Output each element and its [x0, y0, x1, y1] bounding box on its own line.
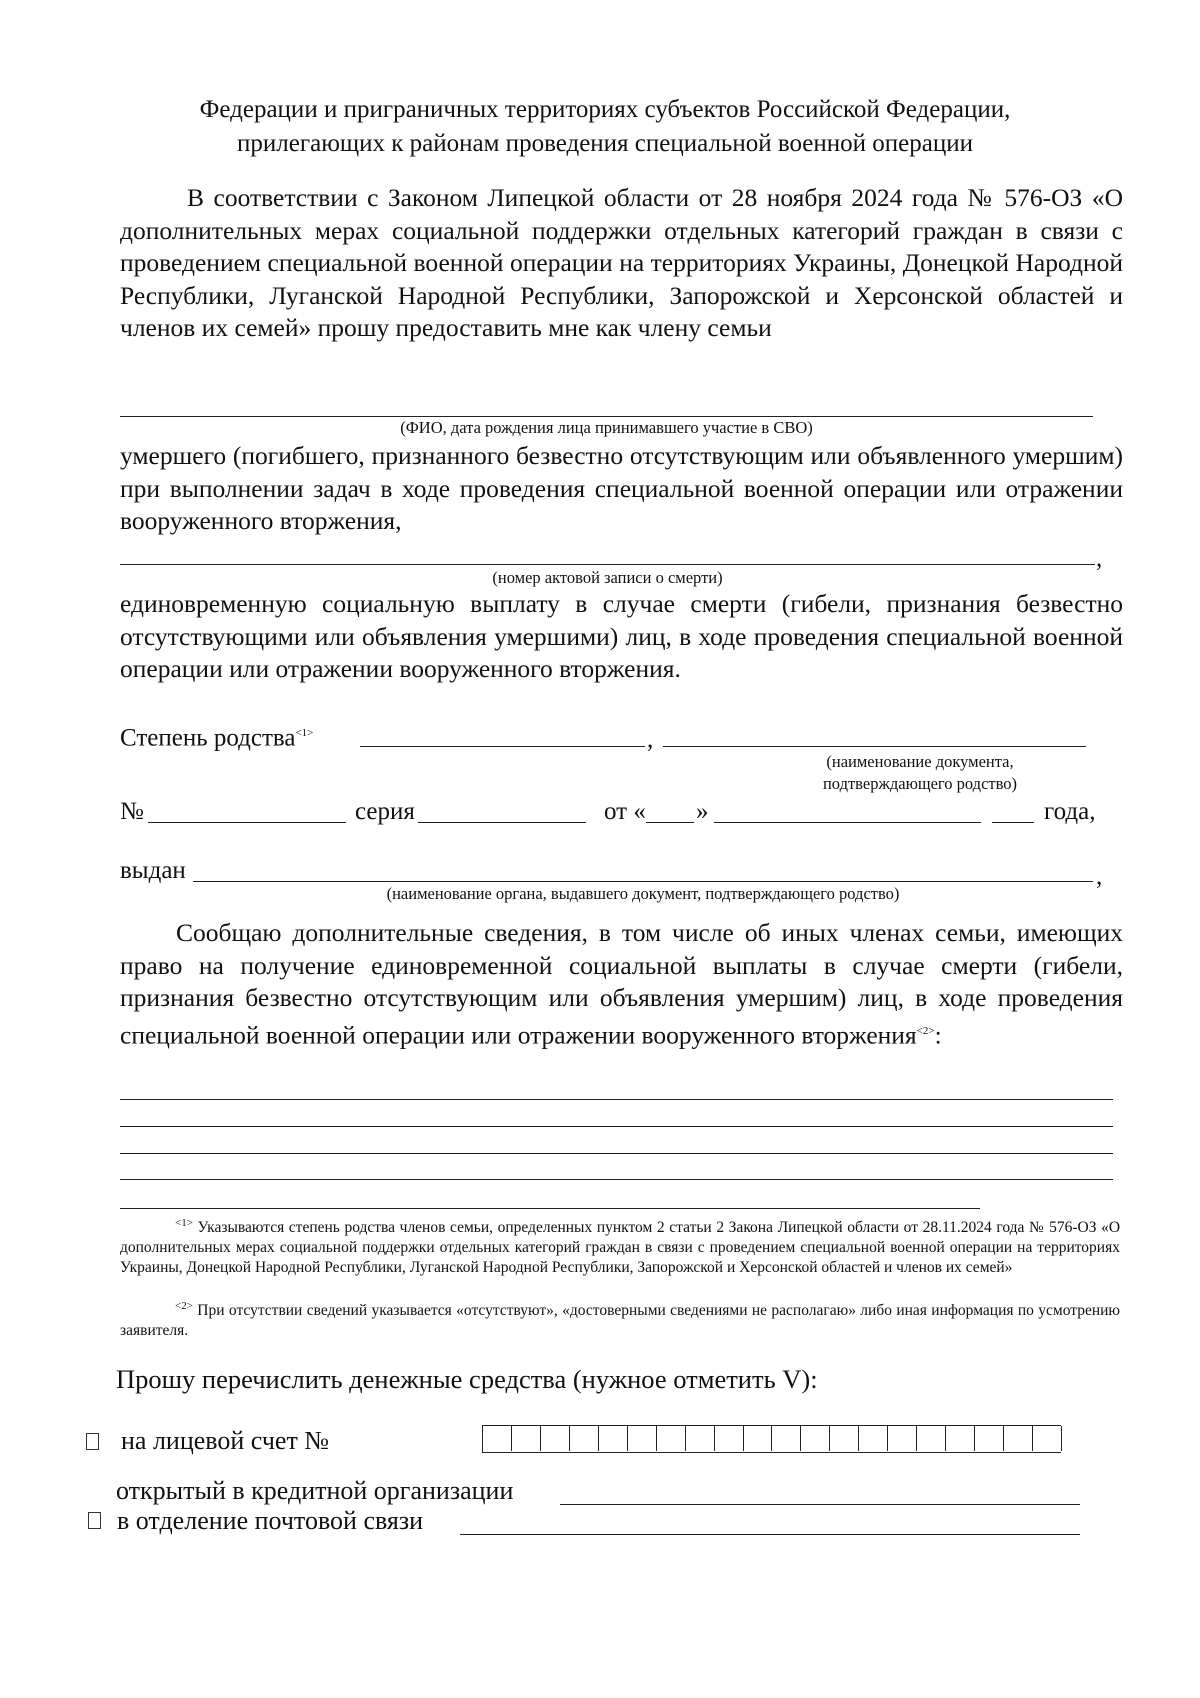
account-number-grid[interactable] [482, 1425, 1061, 1453]
additional-info-line-4[interactable] [120, 1179, 1113, 1180]
footnote-2-text: При отсутствии сведений указывается «отсутствуют», «достоверными сведениями не располагаю» либо иная информация по усмотрению заявителя. [120, 1302, 1121, 1340]
doc-number-field[interactable] [148, 822, 346, 823]
account-digit-cell[interactable] [744, 1426, 773, 1451]
account-digit-cell[interactable] [830, 1426, 859, 1451]
deceased-paragraph: умершего (погибшего, признанного безвестно отсутствующим или объявленного умершим) при выполнении задач в ходе проведения специальной военной операции или отражении вооруженного вторжения, [120, 441, 1123, 535]
account-digit-cell[interactable] [686, 1426, 715, 1451]
additional-info-paragraph: Сообщаю дополнительные сведения, в том числе об иных членах семьи, имеющих право на получение единовременной социальной выплаты в случае смерти (гибели, признания безвестно отсутствующим или объявления умершим) лиц, в ходе проведения специальной военной операции или отражении вооруженного вторжения$^{<2>}$: [120, 918, 1123, 1049]
doc-day-field[interactable] [646, 822, 694, 823]
post-office-field[interactable] [460, 1534, 1080, 1535]
document-title-line-2: прилегающих к районам проведения специальной военной операции [237, 130, 973, 157]
account-digit-cell[interactable] [917, 1426, 946, 1451]
kinship-label: Степень родства [120, 724, 296, 752]
doc-series-field[interactable] [418, 822, 586, 823]
account-digit-cell[interactable] [628, 1426, 657, 1451]
death-record-field[interactable] [120, 564, 1095, 565]
kinship-comma: , [647, 726, 654, 753]
kinship-document-caption-1: (наименование документа, [826, 752, 1014, 771]
account-digit-cell[interactable] [657, 1426, 686, 1451]
issued-field[interactable] [193, 881, 1093, 882]
transfer-prompt: Прошу перечислить денежные средства (нужное отметить V): [116, 1364, 818, 1394]
additional-info-line-3[interactable] [120, 1153, 1113, 1154]
account-digit-cell[interactable] [1004, 1426, 1033, 1451]
bank-field[interactable] [560, 1504, 1080, 1505]
footnote-2 [120, 1296, 1120, 1341]
doc-year-field[interactable] [992, 822, 1034, 823]
death-record-caption: (номер актовой записи о смерти) [492, 568, 723, 587]
footnote-2-ref: <2> [175, 1300, 193, 1312]
kinship-document-caption-2: подтверждающего родство) [822, 774, 1018, 793]
account-digit-cell[interactable] [801, 1426, 830, 1451]
account-digit-cell[interactable] [570, 1426, 599, 1451]
post-office-label: в отделение почтовой связи [117, 1506, 424, 1535]
account-digit-cell[interactable] [1033, 1426, 1062, 1451]
issued-label: выдан [120, 857, 186, 884]
doc-year-label: года, [1044, 798, 1096, 825]
doc-number-label: № [120, 798, 144, 825]
post-office-checkbox[interactable] [88, 1512, 101, 1529]
account-checkbox[interactable] [86, 1433, 99, 1450]
additional-info-line-1[interactable] [120, 1099, 1113, 1100]
fio-caption: (ФИО, дата рождения лица принимавшего участие в СВО) [400, 418, 813, 437]
account-digit-cell[interactable] [715, 1426, 744, 1451]
document-title-line-1: Федерации и приграничных территориях субъектов Российской Федерации, [199, 96, 1011, 123]
doc-date-label: от « [604, 798, 646, 825]
death-record-comma: , [1096, 545, 1103, 572]
footnote-separator [120, 1208, 980, 1209]
account-digit-cell[interactable] [541, 1426, 570, 1451]
fio-field[interactable] [120, 416, 1093, 417]
account-digit-cell[interactable] [859, 1426, 888, 1451]
account-label: на лицевой счет № [121, 1426, 330, 1455]
footnote-1-text: Указываются степень родства членов семьи, определенных пунктом 2 статьи 2 Закона Липецкой области от 28.11.2024 года № 576-ОЗ «О дополнительных мерах социальной поддержки отдельных категорий граждан в связи с проведением специальной военной операции на территориях Украины, Донецкой Народной Республики, Луганской Народной Республики, Запорожской и Херсонской областей и членов их семей» [120, 1219, 1121, 1277]
account-digit-cell[interactable] [975, 1426, 1004, 1451]
kinship-field[interactable] [360, 746, 645, 747]
account-digit-cell[interactable] [483, 1426, 512, 1451]
additional-info-text: Сообщаю дополнительные сведения, в том числе об иных членах семьи, имеющих право на получение единовременной социальной выплаты в случае смерти (гибели, признания безвестно отсутствующим или объявления умершим) лиц, в ходе проведения специальной военной операции или отражении вооруженного вторжения [120, 918, 1123, 1049]
issued-comma: , [1096, 863, 1103, 890]
additional-info-note-ref: <2> [916, 1024, 935, 1037]
account-digit-cell[interactable] [946, 1426, 975, 1451]
kinship-row [120, 718, 313, 753]
intro-paragraph: В соответствии с Законом Липецкой области от 28 ноября 2024 года № 576-ОЗ «О дополнительных мерах социальной поддержки отдельных категорий граждан в связи с проведением специальной военной операции на территориях Украины, Донецкой Народной Республики, Луганской Народной Республики, Запорожской и Херсонской областей и членов их семей» прошу предоставить мне как члену семьи [120, 183, 1123, 342]
account-digit-cell[interactable] [773, 1426, 802, 1451]
account-digit-cell[interactable] [512, 1426, 541, 1451]
kinship-note-ref: <1> [295, 727, 314, 739]
additional-info-line-2[interactable] [120, 1126, 1113, 1127]
doc-series-label: серия [355, 798, 415, 825]
account-digit-cell[interactable] [599, 1426, 628, 1451]
footnote-1 [120, 1213, 1120, 1278]
kinship-document-field[interactable] [663, 746, 1086, 747]
bank-label: открытый в кредитной организации [116, 1476, 514, 1505]
doc-month-field[interactable] [714, 822, 981, 823]
payment-paragraph: единовременную социальную выплату в случае смерти (гибели, признания безвестно отсутствующими или объявления умершими) лиц, в ходе проведения специальной военной операции или отражении вооруженного вторжения. [120, 589, 1123, 683]
issued-caption: (наименование органа, выдавшего документ, подтверждающего родство) [386, 884, 900, 903]
footnote-1-ref: <1> [175, 1217, 193, 1229]
doc-date-quote: » [696, 798, 709, 825]
account-digit-cell[interactable] [888, 1426, 917, 1451]
